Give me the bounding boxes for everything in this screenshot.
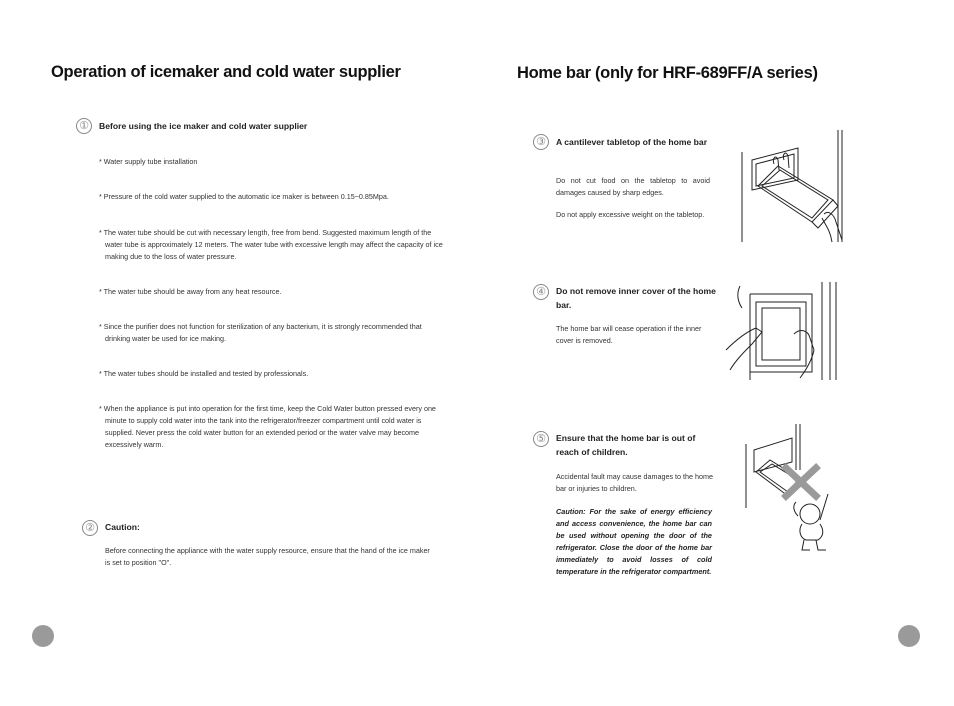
list-item: * Since the purifier does not function for sterilization of any bacterium, it is strongly recommended that drinking water be used for ice making. <box>99 322 422 343</box>
page-marker-right <box>898 625 920 647</box>
section-5-heading: Ensure that the home bar is out of reach of children. <box>556 433 696 457</box>
section-2-heading: Caution: <box>105 522 140 532</box>
section-2-text: Before connecting the appliance with the water supply resource, ensure that the hand of the ice maker is set to position "O". <box>105 546 430 567</box>
section-3-heading: A cantilever tabletop of the home bar <box>556 137 708 147</box>
list-item: * Pressure of the cold water supplied to the automatic ice maker is between 0.15~0.85Mpa. <box>99 192 389 201</box>
home-bar-tabletop-illustration <box>738 130 848 250</box>
section-number-5: ⑤ <box>533 431 549 447</box>
list-item: * The water tube should be away from any heat resource. <box>99 287 282 296</box>
list-item: * When the appliance is put into operation for the first time, keep the Cold Water button pressed every one minute to supply cold water into the tank into the refrigerator/freezer compartment until cold water is supplied. Never press the cold water button for an extended period or the water valve may become excessively warm. <box>99 404 436 449</box>
section-3-p1: Do not cut food on the tabletop to avoid damages caused by sharp edges. <box>556 176 710 197</box>
right-page-title: Home bar (only for HRF-689FF/A series) <box>517 64 818 82</box>
section-4-p1: The home bar will cease operation if the inner cover is removed. <box>556 324 702 345</box>
left-page-title: Operation of icemaker and cold water supplier <box>51 63 401 81</box>
list-item: * The water tubes should be installed and tested by professionals. <box>99 369 309 378</box>
section-number-1: ① <box>76 118 92 134</box>
section-5-p1: Accidental fault may cause damages to the home bar or injuries to children. <box>556 472 714 493</box>
section-3-p2: Do not apply excessive weight on the tabletop. <box>556 210 705 219</box>
list-item: * Water supply tube installation <box>99 157 198 166</box>
section-5-caution: Caution: For the sake of energy efficiency and access convenience, the home bar can be used without opening the door of the refrigerator. Close the door of the home bar immediately to avoid losses of cold temperature in the refrigerator compartment. <box>556 507 712 576</box>
section-number-3: ③ <box>533 134 549 150</box>
section-number-2: ② <box>82 520 98 536</box>
inner-cover-illustration <box>722 280 842 384</box>
page-marker-left <box>32 625 54 647</box>
section-1-heading: Before using the ice maker and cold water supplier <box>99 121 308 131</box>
child-warning-illustration <box>740 420 840 554</box>
list-item: * The water tube should be cut with necessary length, free from bend. Suggested maximum length of the water tube is approximately 12 meters. The water tube with excessive length may affect the capacity of ice making due to the loss of water pressure. <box>99 228 443 261</box>
section-4-heading: Do not remove inner cover of the home bar. <box>556 286 716 310</box>
section-number-4: ④ <box>533 284 549 300</box>
